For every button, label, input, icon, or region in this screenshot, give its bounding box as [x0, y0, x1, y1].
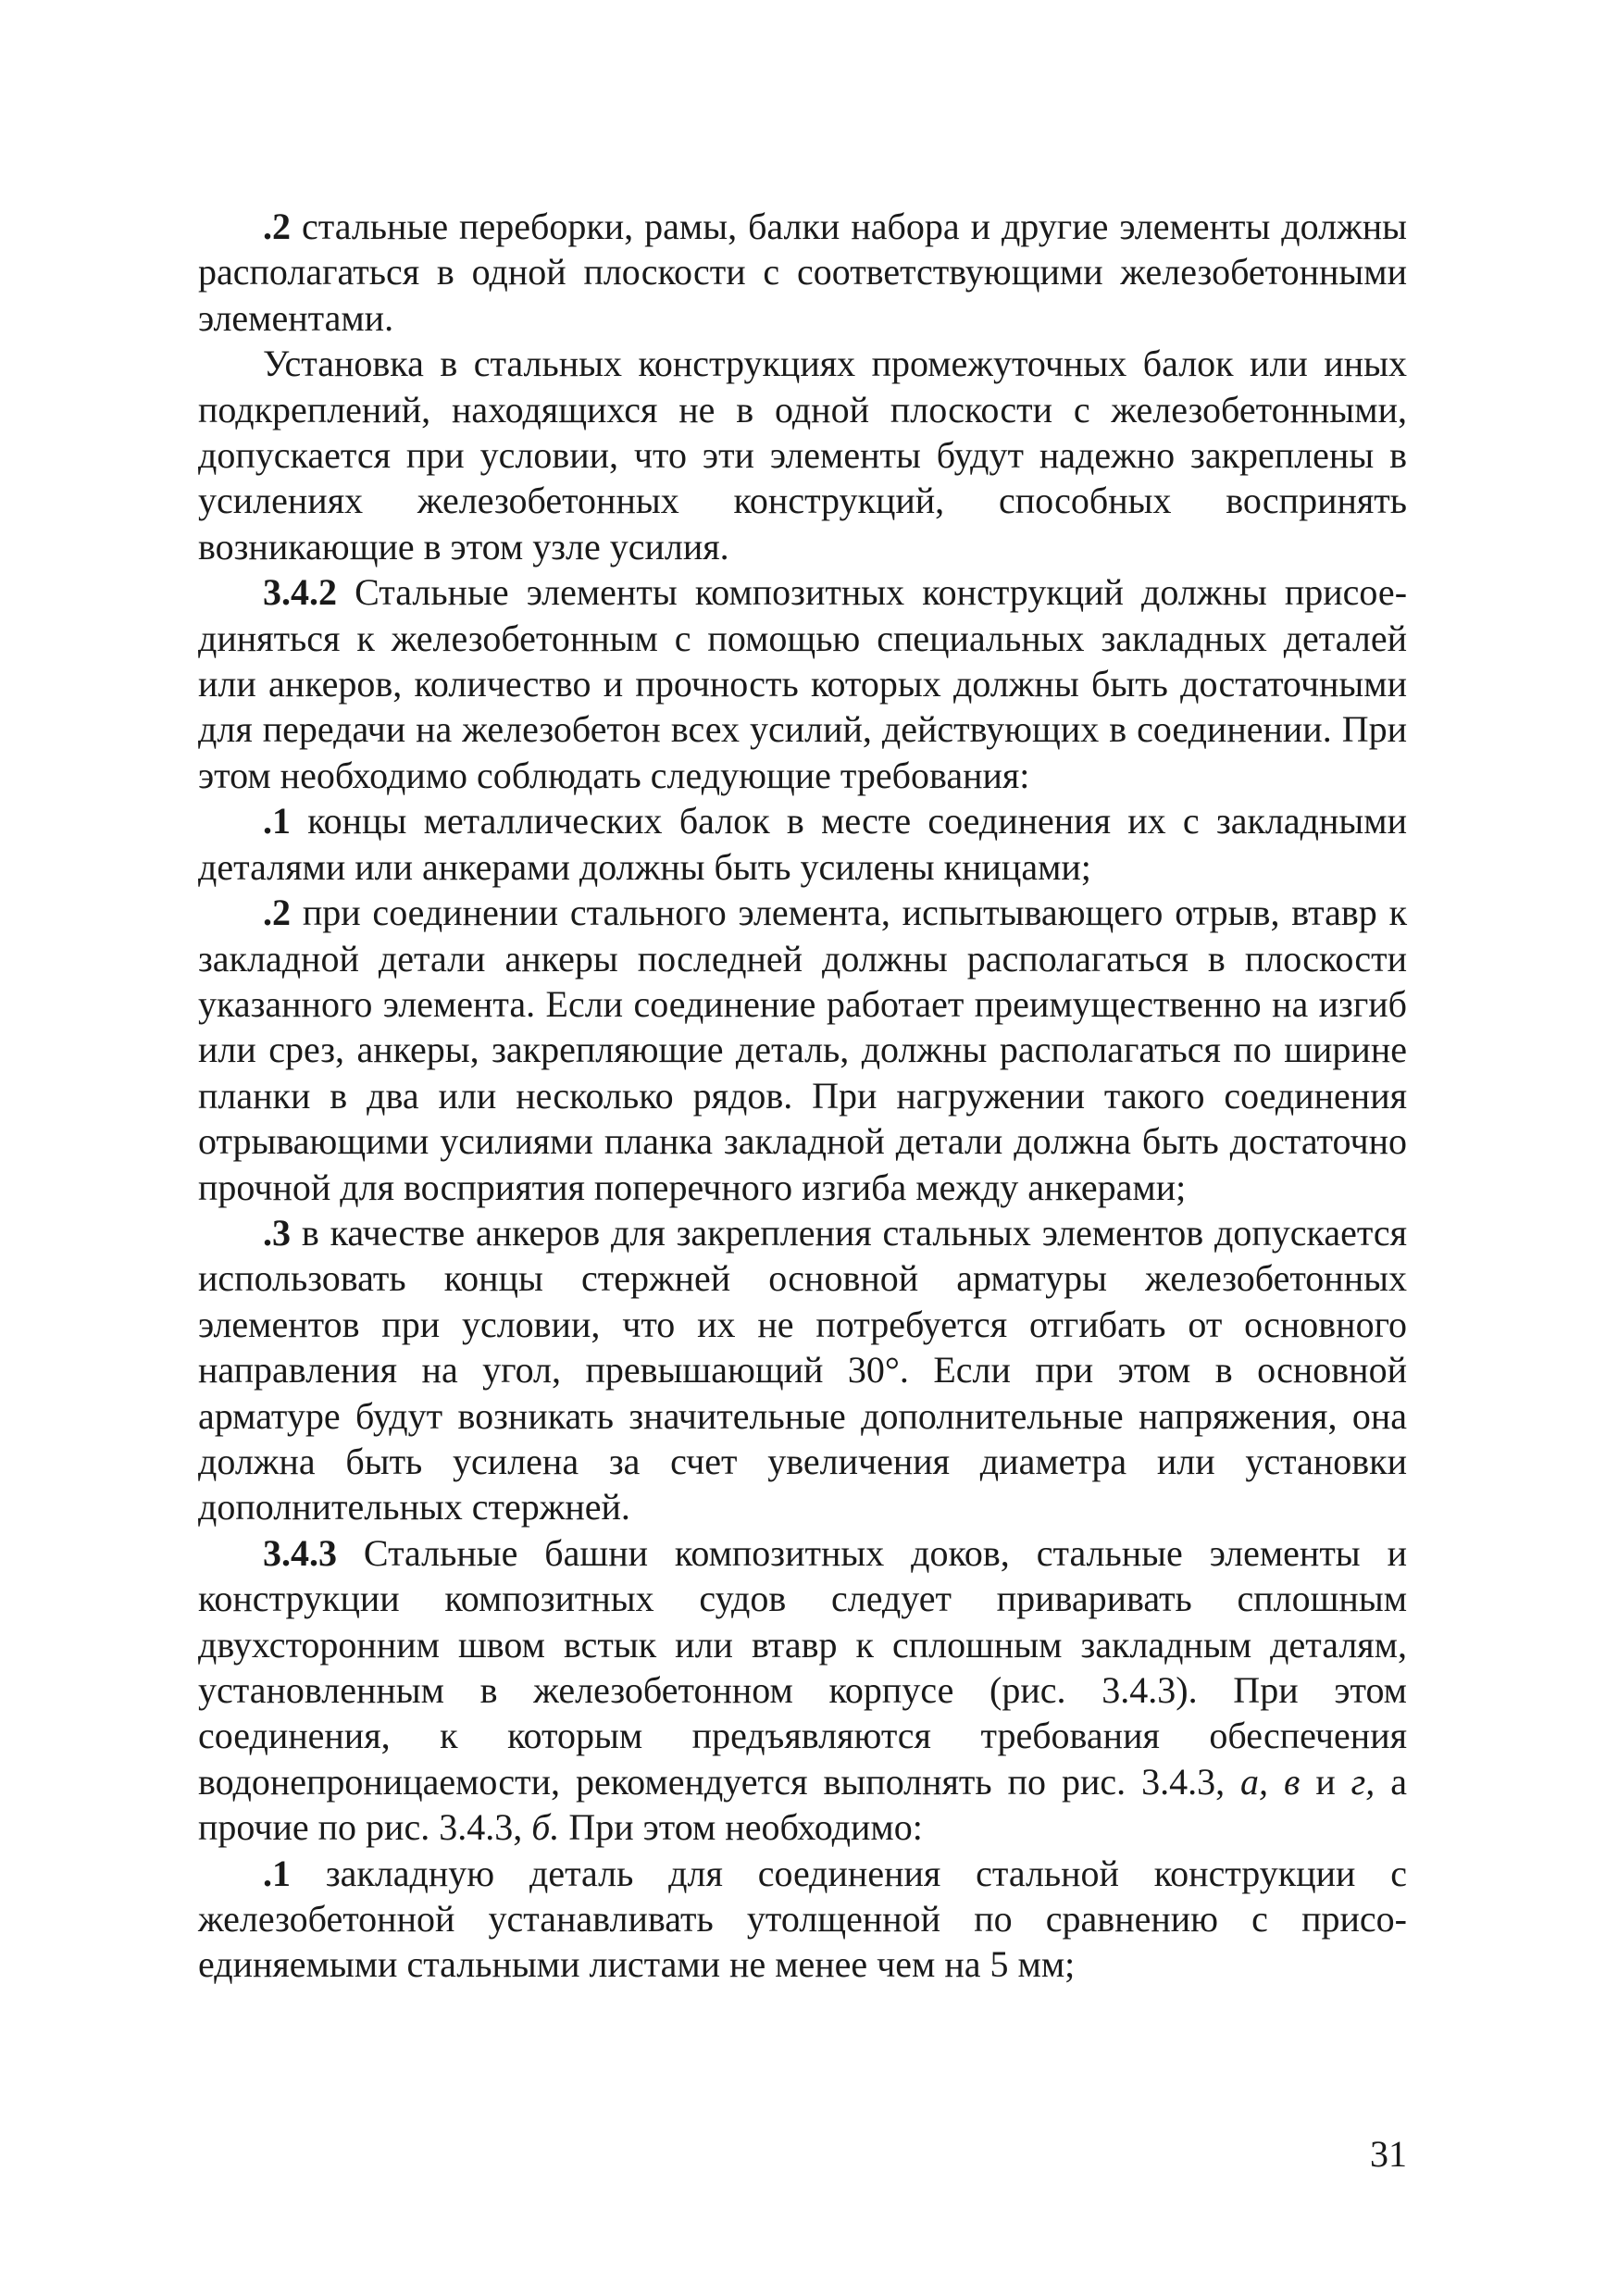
item-number: .1	[263, 800, 291, 842]
figure-ref-b: б.	[531, 1806, 560, 1849]
paragraph-text: стальные переборки, рамы, балки набора и другие элементы должны располагаться в одной плоскости с соответствующими железобетонными элементами.	[198, 206, 1408, 339]
paragraph-text: При этом необходимо:	[568, 1806, 923, 1849]
paragraph-text: а прочие по рис. 3.4.3,	[198, 1760, 1407, 1849]
paragraph-intermediate-beams	[198, 341, 1407, 569]
paragraph-item-1-beam-ends	[198, 798, 1407, 890]
paragraph-text: Стальные башни композитных доков, стальные элементы и конструкции композитных судов следует приваривать сплошным двухсторонним швом встык или втавр к сплошным закладным деталям, установленным в железобетонном корпусе (рис. 3.4.3). При этом соединения, к которым предъявляются требования обеспечения водонепроницаемости, рекомендуется выполнять по рис. 3.4.3,	[198, 1531, 1407, 1803]
paragraph-item-1-embedded-part	[198, 1851, 1407, 1988]
item-number: .2	[263, 892, 291, 934]
paragraph-text: при соединении стального элемента, испытывающего отрыв, втавр к закладной детали анкеры последней должны располагаться в плоскости указанного элемента. Если соединение работает преимущественно на изгиб или срез, анкеры, закрепляющие деталь, должны располагаться по ширине планки в два или несколько рядов. При нагружении такого соединения отрывающими усилиями планка закладной детали должна быть достаточно прочной для восприятия поперечного изгиба между анкерами;	[198, 892, 1408, 1208]
item-number: .1	[263, 1852, 291, 1894]
conjunction: и	[1315, 1760, 1336, 1803]
paragraph-item-3-rebar-anchors	[198, 1210, 1407, 1530]
item-number: .3	[263, 1211, 291, 1254]
paragraph-text: закладную деталь для соединения стальной конструкции с железобетонной устанавливать утолщенной по сравнению с присоединяемыми стальными листами не менее чем на 5 мм;	[198, 1852, 1408, 1986]
paragraph-text: концы металлических балок в месте соединения их с закладными деталями или анкерами должны быть усилены кницами;	[198, 800, 1407, 888]
section-number: 3.4.2	[263, 571, 337, 614]
paragraph-section-3-4-2	[198, 569, 1407, 798]
item-number: .2	[263, 206, 291, 247]
page-number: 31	[1370, 2133, 1407, 2175]
paragraph-item-2-anchors	[198, 890, 1407, 1210]
figure-ref-g: г,	[1350, 1760, 1375, 1803]
figure-ref-a: а,	[1240, 1760, 1269, 1803]
paragraph-text: в качестве анкеров для закрепления стальных элементов допускается использовать концы стержней основной арматуры железобетонных элементов при условии, что их не потребуется отгибать от основного направления на угол, превышающий 30°. Если при этом в основной арматуре будут возникать значительные дополнительные напряжения, она должна быть усилена за счет увеличения диаметра или установки дополнительных стержней.	[198, 1211, 1407, 1529]
paragraph-item-2-steel-bulkheads	[198, 204, 1407, 341]
page-body	[198, 204, 1407, 1988]
figure-ref-v: в	[1283, 1760, 1301, 1803]
section-number: 3.4.3	[263, 1531, 337, 1574]
paragraph-section-3-4-3	[198, 1530, 1407, 1851]
paragraph-text: Установка в стальных конструкциях промежуточных балок или иных подкреплений, находящихся не в одной плоскости с железобетонными, допускается при условии, что эти элементы будут надежно закреплены в усилениях железобетонных конструкций, способных воспринять возникающие в этом узле усилия.	[198, 343, 1407, 568]
paragraph-text: Стальные элементы композитных конструкций должны присоединяться к железобетонным с помощью специальных закладных деталей или анкеров, количество и прочность которых должны быть достаточными для передачи на железобетон всех усилий, действующих в соединении. При этом необходимо соблюдать следующие требования:	[198, 571, 1408, 796]
